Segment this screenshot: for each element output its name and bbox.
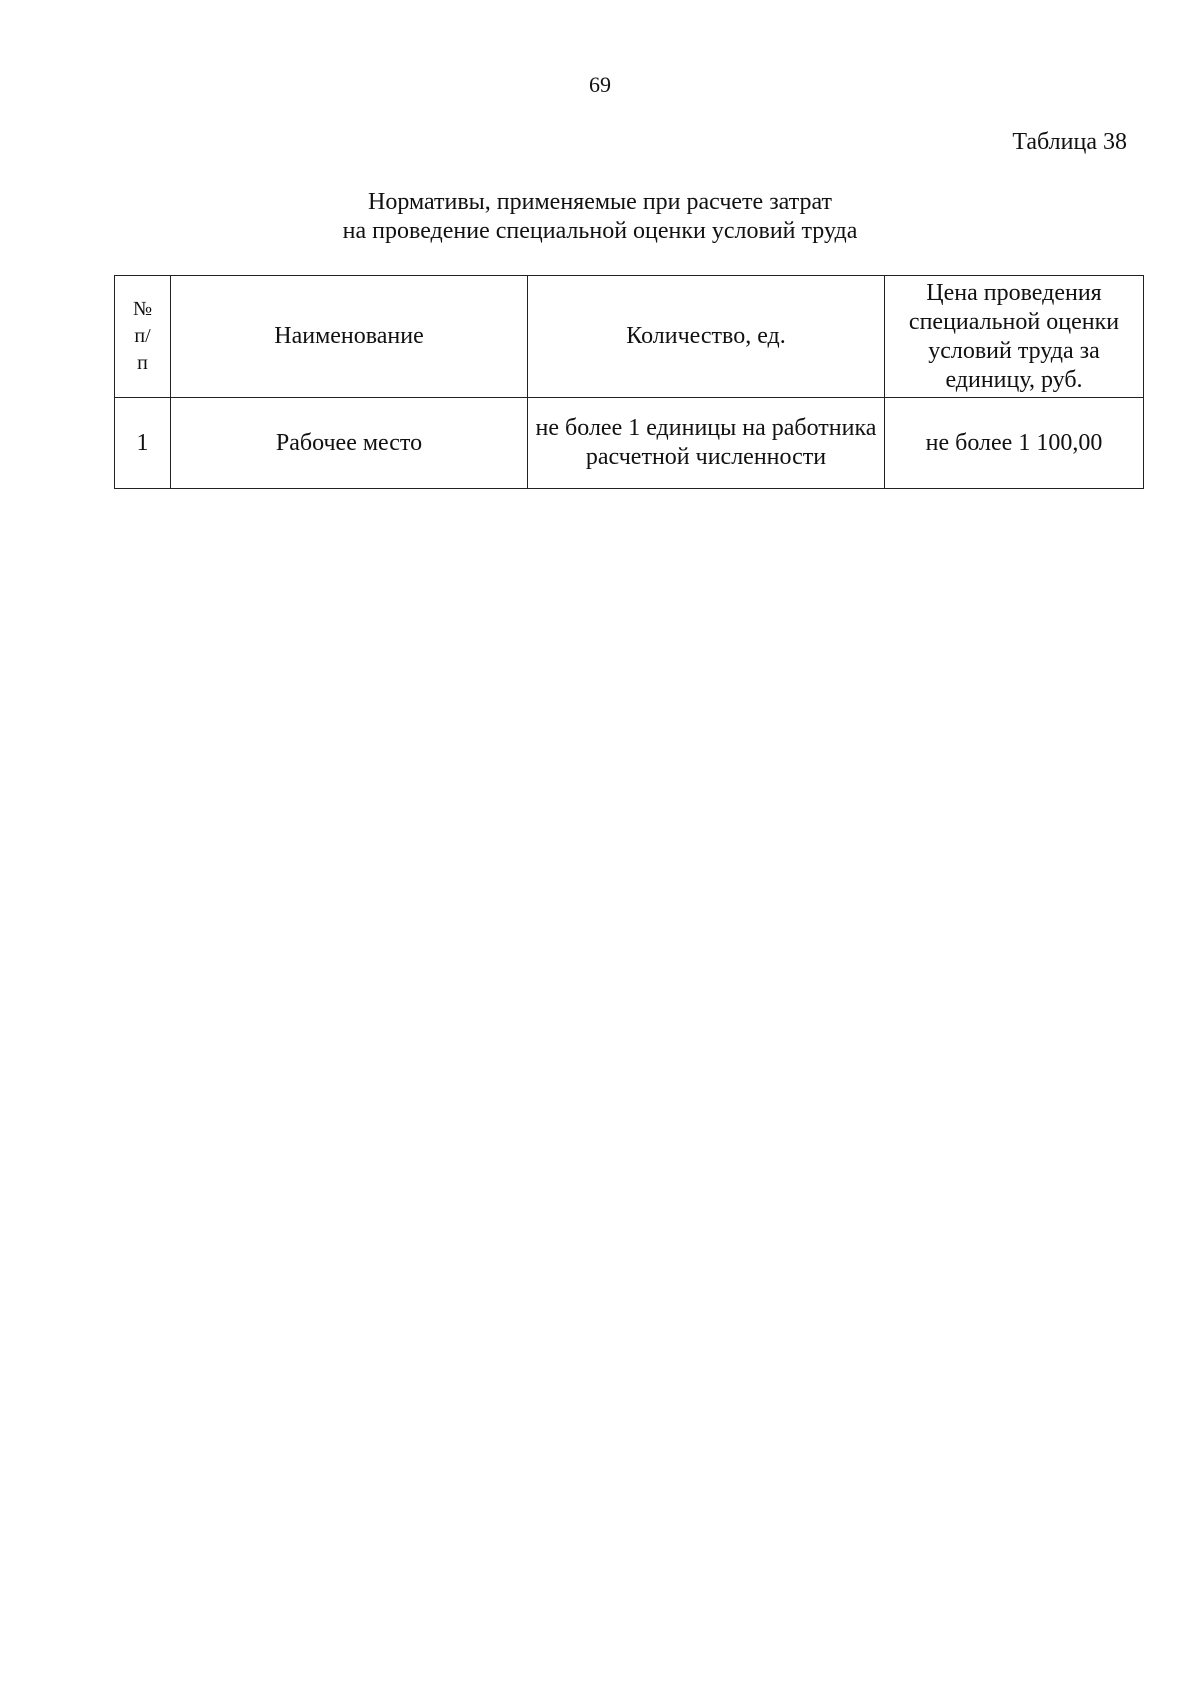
table-row bbox=[115, 398, 1144, 489]
header-number-line-2: п/ bbox=[134, 325, 151, 347]
page-number: 69 bbox=[589, 72, 611, 97]
header-price: Цена проведения специальной оценки условий труда за единицу, руб. bbox=[885, 276, 1144, 398]
cell-number: 1 bbox=[115, 398, 171, 489]
header-quantity: Количество, ед. bbox=[528, 276, 885, 398]
header-number-line-3: п bbox=[137, 352, 148, 374]
table-title-line-1: Нормативы, применяемые при расчете затрат bbox=[367, 189, 833, 215]
header-number-line-1: № bbox=[132, 298, 153, 320]
norms-table bbox=[114, 275, 1144, 489]
table-title-line-2: на проведение специальной оценки условий труда bbox=[342, 218, 858, 244]
cell-quantity: не более 1 единицы на работника расчетной численности bbox=[528, 398, 885, 489]
table-title bbox=[0, 188, 1200, 246]
table-label: Таблица 38 bbox=[1012, 129, 1127, 155]
table-header-row bbox=[115, 276, 1144, 398]
header-name: Наименование bbox=[171, 276, 528, 398]
cell-name: Рабочее место bbox=[171, 398, 528, 489]
header-number bbox=[115, 276, 171, 398]
cell-price: не более 1 100,00 bbox=[885, 398, 1144, 489]
